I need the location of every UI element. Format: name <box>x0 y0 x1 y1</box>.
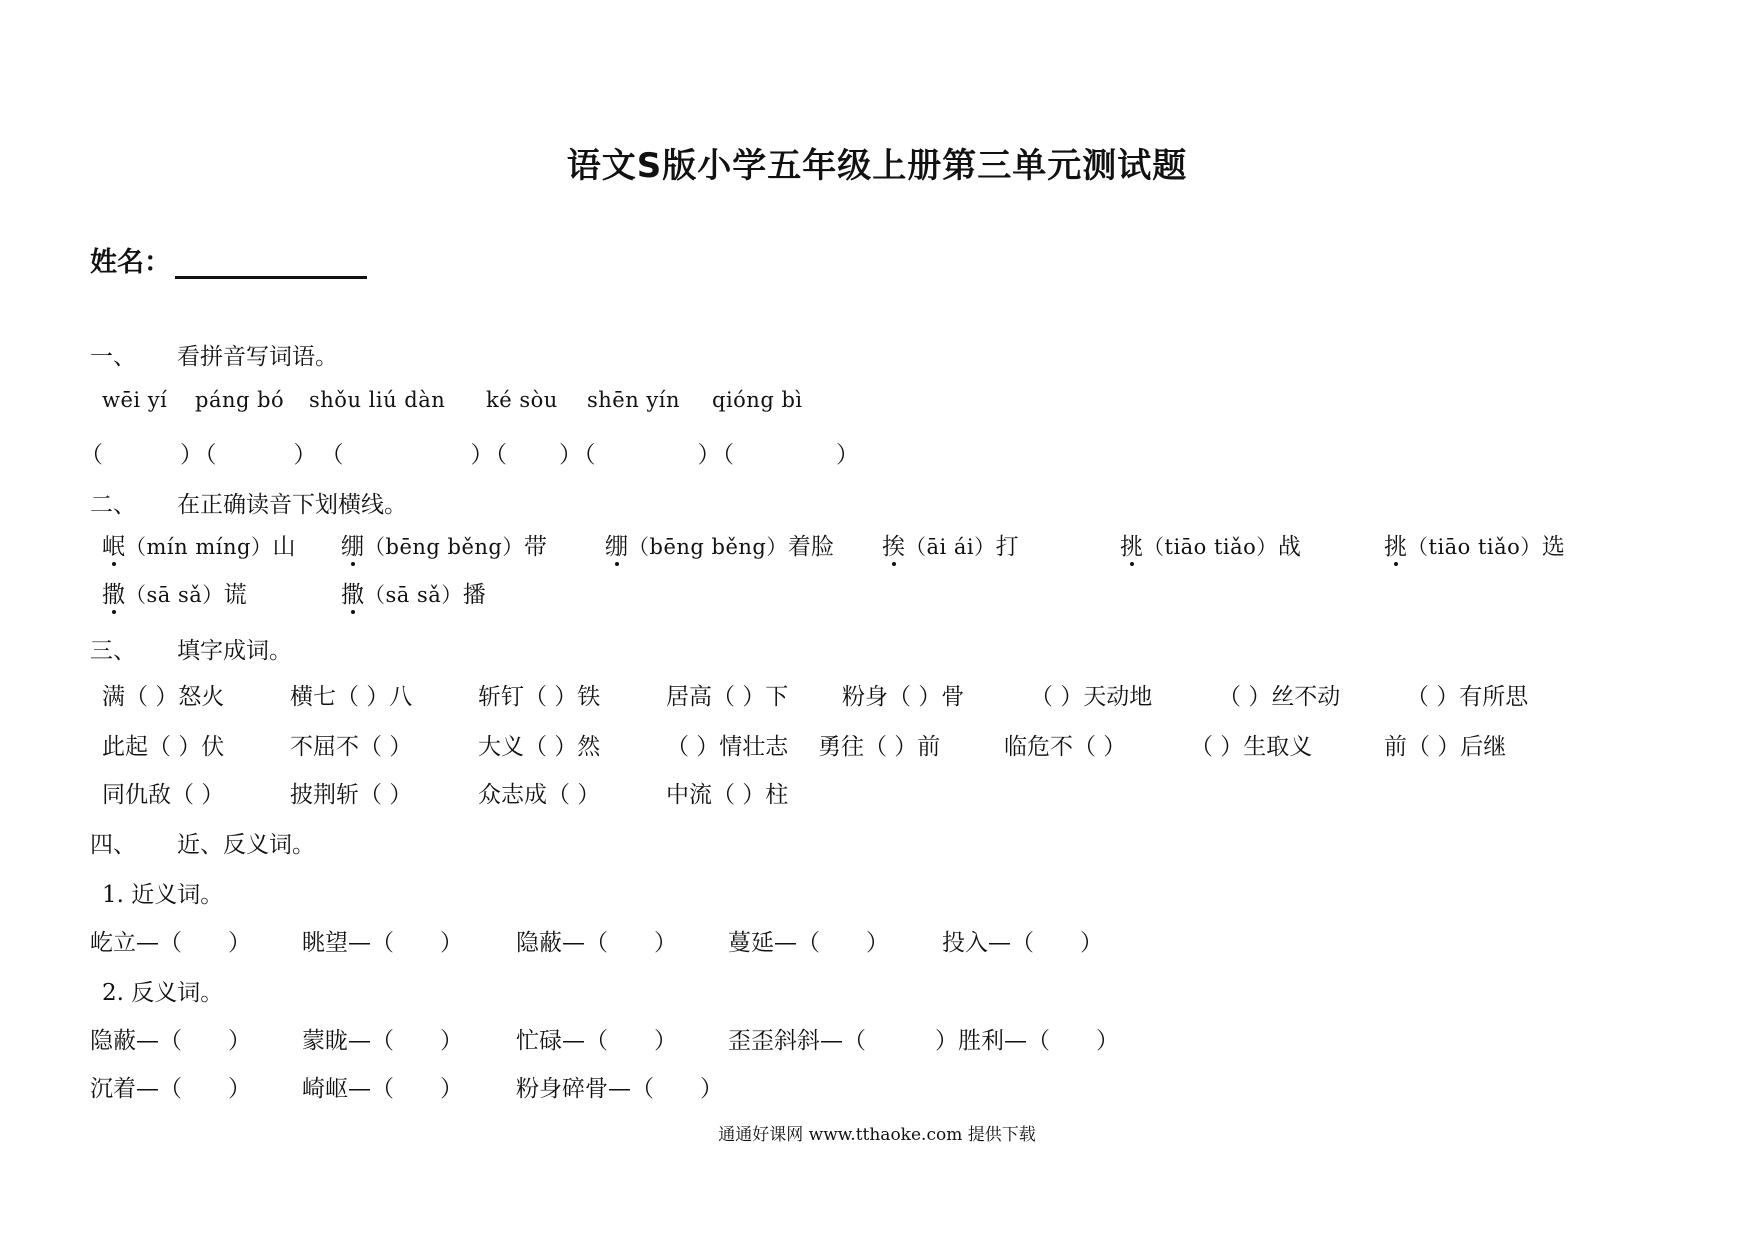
reading-options[interactable]: （bēng běng） <box>364 535 524 559</box>
section-1-number: 一、 <box>90 344 136 370</box>
name-field <box>90 240 367 279</box>
reading-options[interactable]: （tiāo tiǎo） <box>1407 535 1542 559</box>
reading-char: 绷 <box>605 534 628 560</box>
fill-word[interactable]: （ ）情壮志 <box>666 734 789 760</box>
reading-item <box>1384 528 1565 561</box>
fill-word[interactable]: 横七（ ）八 <box>290 684 413 710</box>
antonym-item[interactable]: 崎岖—（ ） <box>302 1076 463 1102</box>
reading-item <box>1120 528 1301 561</box>
section-2-number: 二、 <box>90 492 136 518</box>
fill-word[interactable]: 大义（ ）然 <box>478 734 601 760</box>
reading-word: 山 <box>272 534 296 560</box>
reading-word: 战 <box>1277 534 1301 560</box>
antonym-item[interactable]: 隐蔽—（ ） <box>90 1028 251 1054</box>
reading-char: 岷 <box>102 534 125 560</box>
section-3-title: 填字成词。 <box>177 638 292 664</box>
section-1-title: 看拼音写词语。 <box>177 344 338 370</box>
reading-char: 撒 <box>102 582 125 608</box>
reading-item <box>882 528 1019 561</box>
reading-word: 选 <box>1541 534 1565 560</box>
reading-char: 绷 <box>341 534 364 560</box>
fill-word[interactable]: 临危不（ ） <box>1004 734 1127 760</box>
synonym-item[interactable]: 投入—（ ） <box>942 930 1103 956</box>
reading-word: 着脸 <box>787 534 834 560</box>
fill-word[interactable]: 披荆斩（ ） <box>290 782 413 808</box>
reading-options[interactable]: （āi ái） <box>905 535 996 559</box>
reading-word: 谎 <box>223 582 247 608</box>
synonym-item[interactable]: 蔓延—（ ） <box>728 930 889 956</box>
synonym-item[interactable]: 屹立—（ ） <box>90 930 251 956</box>
reading-char: 挑 <box>1384 534 1407 560</box>
reading-item <box>341 528 547 561</box>
fill-word[interactable]: 满（ ）怒火 <box>102 684 225 710</box>
reading-char: 挨 <box>882 534 905 560</box>
reading-char: 撒 <box>341 582 364 608</box>
antonym-item[interactable]: 蒙眬—（ ） <box>302 1028 463 1054</box>
section-4-title: 近、反义词。 <box>177 832 315 858</box>
name-label: 姓名： <box>90 247 171 278</box>
reading-word: 带 <box>523 534 547 560</box>
section-3-number: 三、 <box>90 638 136 664</box>
reading-options[interactable]: （bēng běng） <box>628 535 788 559</box>
reading-item <box>102 576 247 609</box>
fill-word[interactable]: 不屈不（ ） <box>290 734 413 760</box>
pinyin-word: páng bó <box>195 388 285 412</box>
reading-options[interactable]: （tiāo tiǎo） <box>1143 535 1278 559</box>
fill-word[interactable]: 众志成（ ） <box>478 782 601 808</box>
fill-word[interactable]: 粉身（ ）骨 <box>842 684 965 710</box>
fill-word[interactable]: （ ）有所思 <box>1406 684 1529 710</box>
pinyin-word: shēn yín <box>587 388 681 412</box>
reading-char: 挑 <box>1120 534 1143 560</box>
synonyms-label: 1. 近义词。 <box>102 882 224 908</box>
antonym-item[interactable]: 沉着—（ ） <box>90 1076 251 1102</box>
reading-word: 打 <box>995 534 1019 560</box>
reading-options[interactable]: （mín míng） <box>125 535 273 559</box>
pinyin-answer-blanks[interactable]: （ ）（ ） （ ）（ ）（ ）（ ） <box>80 442 861 468</box>
section-4-number: 四、 <box>90 832 136 858</box>
pinyin-word: wēi yí <box>102 388 168 412</box>
reading-item <box>341 576 486 609</box>
fill-word[interactable]: 斩钉（ ）铁 <box>478 684 601 710</box>
antonym-item[interactable]: 粉身碎骨—（ ） <box>516 1076 723 1102</box>
fill-word[interactable]: 居高（ ）下 <box>666 684 789 710</box>
antonym-item[interactable]: 歪歪斜斜—（ ）胜利—（ ） <box>728 1028 1119 1054</box>
reading-options[interactable]: （sā sǎ） <box>364 583 463 607</box>
page-title: 语文S版小学五年级上册第三单元测试题 <box>566 146 1188 186</box>
reading-item <box>102 528 295 561</box>
fill-word[interactable]: （ ）生取义 <box>1190 734 1313 760</box>
pinyin-word: shǒu liú dàn <box>309 388 446 412</box>
fill-word[interactable]: 同仇敌（ ） <box>102 782 225 808</box>
synonym-item[interactable]: 眺望—（ ） <box>302 930 463 956</box>
reading-word: 播 <box>462 582 486 608</box>
antonyms-label: 2. 反义词。 <box>102 980 224 1006</box>
reading-options[interactable]: （sā sǎ） <box>125 583 224 607</box>
fill-word[interactable]: （ ）丝不动 <box>1218 684 1341 710</box>
reading-item <box>605 528 834 561</box>
fill-word[interactable]: 勇往（ ）前 <box>818 734 941 760</box>
footer-credit: 通通好课网 www.tthaoke.com 提供下载 <box>718 1125 1036 1145</box>
name-blank[interactable] <box>175 248 367 279</box>
antonym-item[interactable]: 忙碌—（ ） <box>516 1028 677 1054</box>
fill-word[interactable]: 中流（ ）柱 <box>666 782 789 808</box>
pinyin-word: ké sòu <box>486 388 558 412</box>
section-2-title: 在正确读音下划横线。 <box>177 492 407 518</box>
synonym-item[interactable]: 隐蔽—（ ） <box>516 930 677 956</box>
fill-word[interactable]: 此起（ ）伏 <box>102 734 225 760</box>
fill-word[interactable]: （ ）天动地 <box>1030 684 1153 710</box>
pinyin-word: qióng bì <box>712 388 803 412</box>
fill-word[interactable]: 前（ ）后继 <box>1384 734 1507 760</box>
